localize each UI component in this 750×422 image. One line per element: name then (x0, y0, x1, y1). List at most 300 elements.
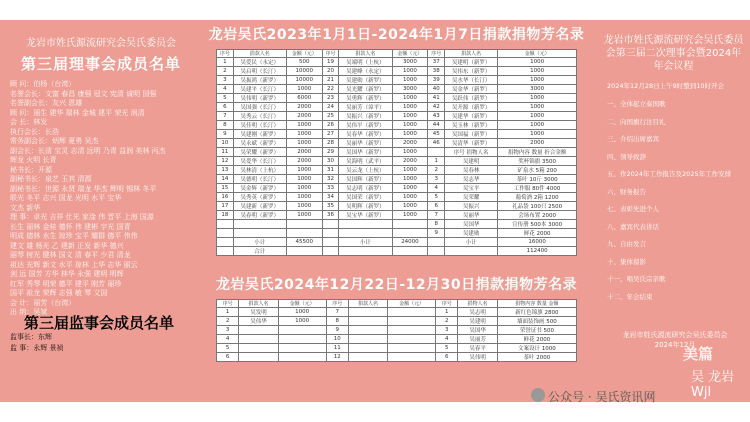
table-cell (322, 220, 339, 229)
table-cell (286, 220, 322, 229)
table-cell: 吴启明（长汀） (233, 67, 286, 76)
agenda-item: 六、财务报告 (607, 187, 646, 196)
table-cell: 24 (322, 103, 339, 112)
table-cell (388, 335, 436, 344)
table-cell: 吴建新（新罗） (233, 202, 286, 211)
table-cell: 序号 捐物人名 (445, 148, 498, 157)
table-cell: 21 (322, 76, 339, 85)
table-cell: 1000 (498, 67, 577, 76)
table-cell: 3 (436, 326, 458, 335)
table-cell: 11 (326, 344, 348, 353)
table-cell: 吴春林 (445, 166, 498, 175)
table-cell (388, 344, 436, 353)
roster-line: 红军 秀琴 明荣 德平 建平 刚芳 丽珍 (10, 279, 122, 288)
table-cell: 吴建刚（新罗） (233, 130, 286, 139)
agenda-item: 一、全体起立奏国歌 (607, 100, 666, 108)
table-cell: 吴荣耀 (445, 193, 498, 202)
table-cell: 吴永斌（新罗） (233, 139, 286, 148)
header-cell: 金额（元） (392, 50, 428, 58)
table-cell (428, 148, 445, 157)
table-cell: 吴开源（新罗） (445, 103, 498, 112)
table-cell: 1000 (392, 112, 428, 121)
table-cell (217, 220, 234, 229)
table-cell: 1000 (392, 193, 428, 202)
table-cell: 31 (322, 166, 339, 175)
table-cell: 2000 (392, 157, 428, 166)
header-cell: 金额（元） (278, 300, 326, 308)
table-cell: 吴建勋 (445, 229, 498, 238)
table-cell: 5 (217, 344, 239, 353)
table-row (217, 166, 577, 175)
table-cell: 18 (217, 211, 234, 220)
table-cell: 1000 (392, 103, 428, 112)
table-cell: 43 (428, 112, 445, 121)
table-row (217, 335, 577, 344)
table-cell: 5 (436, 344, 458, 353)
roster-line: 执行会长：长浩 (10, 127, 59, 136)
table-cell: 2000 (286, 112, 322, 121)
header-cell: 序号 (326, 300, 348, 308)
table-cell: 26 (322, 121, 339, 130)
table-cell: 29 (322, 148, 339, 157)
table-cell: 10000 (286, 76, 322, 85)
table-cell: 1000 (286, 175, 322, 184)
roster-line: 国平 祖龙 荣辉 志强 敏 琴 文国 (10, 289, 108, 297)
table-cell: 17 (217, 202, 234, 211)
donation-title-2024: 龙岩吴氏2024年12月22日-12月30日捐款捐物芳名录 (215, 277, 578, 293)
agenda-item: 三、介绍出席嘉宾 (607, 135, 659, 143)
table-cell: 1 (217, 308, 239, 317)
roster-line: 祖达 光辉 新文 水平 琼林 上华 志华 丽云 (10, 260, 138, 269)
table-cell: 1000 (278, 308, 326, 317)
table-cell: 9 (217, 130, 234, 139)
table-row (217, 94, 577, 103)
agenda-item: 十、集体留影 (607, 257, 646, 266)
donation-panel (198, 20, 595, 402)
table-cell: 小计 (445, 238, 498, 247)
table-cell: 吴建平（长汀） (233, 85, 286, 94)
roster-line: 常务副会长：炳辉 夏勇 吴杰 (10, 137, 99, 145)
agenda-title: 龙岩市姓氏源流研究会吴氏委员会第三届二次理事会暨2024年年会议程 (603, 35, 744, 72)
table-cell: 3 (217, 326, 239, 335)
roster-line: 文杰 新华 (10, 203, 41, 212)
roster-line: 顾 问：丽生 建华 瑞林 金城 建平 荣光 润清 (10, 108, 145, 117)
table-cell: 吴金华（新罗） (445, 85, 498, 94)
table-cell: 12 (217, 157, 234, 166)
table-cell (322, 229, 339, 238)
roster-line: 名誉会长：文富 春昌 康强 冠文 宪清 诚明 国强 (10, 89, 157, 98)
table-cell: 会场布置 2000 (498, 211, 577, 220)
roster-line: 副会长：长清 宝灵 志清 远明 乃青 益润 美林 丙杰 (10, 146, 166, 155)
roster-line: 顾 问：伯杨（台湾） (10, 80, 76, 88)
table-cell: 2000 (498, 139, 577, 148)
agenda-item: 十一、唱吴氏宗亲歌 (607, 275, 666, 283)
table-row (217, 139, 577, 148)
table-cell: 吴振兴（新罗） (339, 112, 392, 121)
table-cell (339, 247, 392, 256)
table-cell: 10 (217, 139, 234, 148)
header-cell: 序号 (217, 300, 239, 308)
table-cell: 吴云龙（上杭） (339, 166, 392, 175)
table-cell (388, 317, 436, 326)
table-cell: 12 (326, 353, 348, 362)
table-cell: 2 (217, 67, 234, 76)
table-cell (428, 247, 445, 256)
table-cell: 1000 (392, 175, 428, 184)
agenda-item: 四、领导致辞 (607, 152, 646, 161)
table-cell: 吴国荣（新罗） (339, 193, 392, 202)
table-row (217, 157, 577, 166)
table-cell: 3 (217, 76, 234, 85)
table-cell (348, 344, 387, 353)
table-cell: 1000 (392, 202, 428, 211)
table-cell: 吴水华（长汀） (445, 76, 498, 85)
table-cell: 小计 (339, 238, 392, 247)
table-cell: 8 (217, 121, 234, 130)
wechat-icon (531, 388, 545, 402)
agenda-item: 八、嘉宾代表讲话 (607, 222, 659, 231)
table-cell: 45500 (286, 238, 322, 247)
table-cell: 鲜花 2000 (497, 335, 576, 344)
table-cell: 42 (428, 103, 445, 112)
table-cell: 4 (217, 85, 234, 94)
org-name: 龙岩市姓氏源流研究会吴氏委员会 (26, 38, 176, 49)
table-cell (239, 335, 278, 344)
table-cell: 墙面装饰画 500 (497, 317, 576, 326)
table-cell (392, 247, 428, 256)
table-cell (388, 308, 436, 317)
table-cell: 4 (217, 335, 239, 344)
table-cell: 27 (322, 130, 339, 139)
table-cell (322, 238, 339, 247)
agenda-item: 二、向国旗行注目礼 (607, 117, 666, 126)
table-cell: 吴丽华（新罗） (339, 139, 392, 148)
table-cell: 5 (217, 94, 234, 103)
table-cell: 吴海明（武平） (339, 157, 392, 166)
table-cell (286, 229, 322, 238)
table-cell: 9 (428, 229, 445, 238)
roster-line: 长生 丽林 金桂 德怀 伟 建彬 宇光 国青 (10, 222, 131, 231)
header-cell: 序号 (322, 50, 339, 58)
donation-table-2023 (216, 49, 577, 256)
table-cell: 1000 (286, 184, 322, 193)
table-cell: 15 (217, 184, 234, 193)
table-cell: 吴国华 (445, 220, 498, 229)
table-cell: 工作服 80件 4000 (498, 184, 577, 193)
table-cell: 24000 (392, 238, 428, 247)
agenda-time: 2024年12月28日上午9时整到10时开会 (607, 82, 724, 90)
table-cell: 38 (428, 67, 445, 76)
table-row (217, 308, 577, 317)
table-cell: 吴丽芳 (458, 335, 497, 344)
supervisor-line: 监事长：东辉 (10, 333, 52, 341)
table-row (217, 353, 577, 362)
table-cell: 2 (217, 317, 239, 326)
table-cell: 28 (322, 139, 339, 148)
table-cell (388, 353, 436, 362)
roster-line: 会 长：林发 (10, 118, 48, 126)
table-cell: 吴爱华（长汀） (233, 157, 286, 166)
table-cell: 1000 (392, 184, 428, 193)
roster-line: 理 事：卓光 吉祥 仕光 家淦 伟 晋平 上海 国源 (10, 213, 154, 221)
table-cell: 6 (217, 103, 234, 112)
table-cell (278, 353, 326, 362)
roster-line: 副秘书长：世源 永贤 瑞龙 华杰 辉明 锡林 冬平 (10, 184, 157, 193)
table-row (217, 121, 577, 130)
table-cell: 吴建峰（永定） (339, 67, 392, 76)
table-cell: 吴玉林（新罗） (445, 121, 498, 130)
roster-line: 出 纳：吴斌 (10, 308, 48, 316)
table-cell: 7 (326, 308, 348, 317)
meipian-watermark: 美篇 (683, 345, 714, 363)
table-cell: 吴勇辉（新罗） (339, 94, 392, 103)
table-cell: 鲜花 2000 (498, 229, 577, 238)
table-cell: 41 (428, 94, 445, 103)
table-cell (339, 229, 392, 238)
table-cell: 1000 (498, 121, 577, 130)
table-cell: 1000 (286, 121, 322, 130)
roster-line: 明成 德林 水生 琼珍 宝平 耀群 德平 伟伟 (10, 232, 138, 240)
table-cell: 荣誉证书 500 (497, 326, 576, 335)
table-cell (239, 344, 278, 353)
table-row (217, 326, 577, 335)
table-cell: 1000 (286, 193, 322, 202)
table-cell (348, 317, 387, 326)
table-cell (348, 326, 387, 335)
table-cell: 4 (428, 184, 445, 193)
table-cell: 1000 (392, 121, 428, 130)
table-cell (428, 238, 445, 247)
table-cell: 3 (428, 175, 445, 184)
table-cell: 合计 (233, 247, 286, 256)
table-cell: 25 (322, 112, 339, 121)
agenda-item: 十二、年会结束 (607, 292, 653, 301)
table-cell: 吴佳明（长汀） (233, 121, 286, 130)
header-cell: 捐款人名 (239, 300, 278, 308)
header-cell: 序号 (436, 300, 458, 308)
roster-line: 会 计：丽芳（台湾） (10, 298, 76, 307)
table-cell: 40 (428, 85, 445, 94)
table-cell (348, 308, 387, 317)
roster-line: 联光 冬平 志兴 国龙 光明 水平 宝华 (10, 194, 122, 202)
table-cell: 500 (286, 58, 322, 67)
table-cell: 1000 (286, 202, 322, 211)
table-cell: 矿泉水 5箱 200 (498, 166, 577, 175)
table-cell: 16000 (498, 238, 577, 247)
table-cell: 吴伟明 (458, 353, 497, 362)
table-cell: 2000 (286, 148, 322, 157)
table-cell: 吴国华（新罗） (339, 148, 392, 157)
table-cell: 112400 (498, 247, 577, 256)
table-cell: 吴春平 (458, 344, 497, 353)
table-row (217, 112, 577, 121)
table-cell: 1000 (392, 76, 428, 85)
table-cell: 吴伟华 (239, 317, 278, 326)
table-cell: 吴伟东（新罗） (445, 67, 498, 76)
table-cell: 吴振鸿（新罗） (233, 76, 286, 85)
donation-title-2023: 龙岩吴氏2023年1月1日-2024年1月7日捐款捐物芳名录 (208, 27, 585, 43)
roster-line: 建文 雄 杨光 乙 建新 正发 新华 德兴 (10, 241, 124, 250)
table-cell: 奖杯锦旗 3500 (498, 157, 577, 166)
table-cell: 吴建明（新罗） (445, 58, 498, 67)
table-header (217, 300, 577, 308)
supervisor-line: 监 事：永辉 景祯 (10, 344, 64, 352)
header-cell: 金额（元） (388, 300, 436, 308)
table-cell: 13 (217, 166, 234, 175)
table-cell: 吴国福（新罗） (445, 130, 498, 139)
roster-line: 剑 远 国芳 方华 林华 永强 建明 明辉 (10, 270, 124, 278)
table-cell (233, 229, 286, 238)
table-cell: 1000 (392, 67, 428, 76)
table-cell: 吴振兴 (445, 202, 498, 211)
table-cell: 茶叶 10斤 3000 (498, 175, 577, 184)
table-row (217, 85, 577, 94)
roster-line: 辉龙 火明 长青 (10, 156, 57, 164)
header-cell: 捐物人名 (458, 300, 497, 308)
table-cell: 33 (322, 184, 339, 193)
table-cell: 2 (436, 317, 458, 326)
table-cell: 8 (326, 317, 348, 326)
table-cell: 吴建华（新罗） (445, 112, 498, 121)
table-cell: 吴春明（新罗） (233, 211, 286, 220)
table-cell: 吴春华（新罗） (339, 130, 392, 139)
table-cell: 11 (217, 148, 234, 157)
signature-block (600, 330, 750, 350)
table-cell: 14 (217, 175, 234, 184)
header-cell: 序号 (428, 50, 445, 58)
roster-line: 丽琴 树光 健林 国文 清 春平 少君 清龙 (10, 251, 131, 259)
account-watermark: 公众号 · 吴氏资讯网 (548, 390, 656, 404)
table-row (217, 247, 577, 256)
table-cell: 礼品袋 100只 2500 (498, 202, 577, 211)
table-row (217, 148, 577, 157)
table-cell: 吴志明（新罗） (339, 184, 392, 193)
table-cell: 宣传册 500本 3000 (498, 220, 577, 229)
signature-date: 2024年12月 (654, 341, 696, 349)
table-cell (278, 326, 326, 335)
header-cell: 金额（元） (498, 50, 577, 58)
header-cell: 捐款人名 (339, 50, 392, 58)
table-cell: 46 (428, 139, 445, 148)
table-cell: 1 (217, 58, 234, 67)
table-cell: 6 (436, 353, 458, 362)
header-cell: 金额（元） (286, 50, 322, 58)
table-cell: 1000 (498, 94, 577, 103)
table-cell: 19 (322, 58, 339, 67)
table-cell: 9 (326, 326, 348, 335)
table-cell: 吴金辉（新罗） (233, 184, 286, 193)
table-cell: 4 (436, 335, 458, 344)
table-cell: 5 (428, 193, 445, 202)
table-cell: 10000 (286, 67, 322, 76)
agenda-item: 九、自由发言 (607, 240, 646, 248)
table-cell: 吴建明 (445, 157, 498, 166)
table-cell: 吴秀英（新罗） (233, 193, 286, 202)
header-cell: 捐款人名 (233, 50, 286, 58)
table-cell: 1000 (286, 166, 322, 175)
table-cell: 23 (322, 94, 339, 103)
table-cell: 小计 (233, 238, 286, 247)
table-cell: 吴宝华（新罗） (339, 211, 392, 220)
table-cell: 1000 (392, 94, 428, 103)
table-cell: 吴建明 (458, 317, 497, 326)
table-row (217, 175, 577, 184)
table-row (217, 344, 577, 353)
table-cell: 吴端明（上杭） (339, 58, 392, 67)
table-cell: 3000 (498, 85, 577, 94)
table-cell (217, 247, 234, 256)
table-cell: 吴伟明（新罗） (233, 94, 286, 103)
table-cell (392, 220, 428, 229)
table-cell: 捐物内容 数量 折合金额 (498, 148, 577, 157)
table-cell: 吴清华（新罗） (445, 139, 498, 148)
council-title: 第三届理事会成员名单 (20, 55, 181, 73)
table-cell: 1000 (286, 85, 322, 94)
table-cell: 吴德明（长汀） (233, 175, 286, 184)
supervisor-title: 第三届监事会成员名单 (23, 314, 174, 332)
roster-line: 副秘书长：泉艺 玉其 清源 (10, 175, 92, 183)
table-cell: 文案设计 1000 (497, 344, 576, 353)
roster-line: 秘书长：开源 (10, 165, 52, 174)
table-cell (239, 326, 278, 335)
header-cell: 序号 (217, 50, 234, 58)
table-cell: 吴秀云（长汀） (233, 112, 286, 121)
table-cell: 1000 (286, 139, 322, 148)
table-cell: 吴林清（上杭） (233, 166, 286, 175)
table-cell: 1000 (498, 58, 577, 67)
table-row (217, 317, 577, 326)
table-cell (339, 220, 392, 229)
table-cell: 7 (428, 211, 445, 220)
table-cell: 1000 (498, 112, 577, 121)
table-cell: 吴宝平 (445, 184, 498, 193)
table-cell: 36 (322, 211, 339, 220)
table-cell: 30 (322, 157, 339, 166)
table-cell: 6000 (286, 94, 322, 103)
donation-table-2024 (216, 299, 577, 362)
table-row (217, 103, 577, 112)
table-cell: 吴荣耀（新罗） (233, 148, 286, 157)
table-cell: 吴光耀（新罗） (339, 85, 392, 94)
table-cell (388, 326, 436, 335)
table-cell: 3000 (392, 85, 428, 94)
table-cell (286, 247, 322, 256)
table-cell: 吴丽芳（漳平） (339, 103, 392, 112)
header-cell: 捐款人名 (348, 300, 387, 308)
table-row (217, 229, 577, 238)
table-cell: 2000 (286, 103, 322, 112)
table-row (217, 193, 577, 202)
table-cell: 37 (428, 58, 445, 67)
table-cell (392, 229, 428, 238)
table-cell: 吴志华 (445, 175, 498, 184)
table-cell: 10 (326, 335, 348, 344)
table-row (217, 202, 577, 211)
header-cell: 捐款人名 (445, 50, 498, 58)
table-cell: 22 (322, 85, 339, 94)
table-row (217, 211, 577, 220)
table-cell: 1000 (278, 317, 326, 326)
table-cell: 1000 (392, 148, 428, 157)
table-cell (233, 220, 286, 229)
table-cell: 吴国华 (458, 326, 497, 335)
table-cell: 茶叶 2000 (497, 353, 576, 362)
table-cell: 44 (428, 121, 445, 130)
agenda-item: 七、表彰先进个人 (607, 205, 659, 213)
table-cell (217, 229, 234, 238)
table-cell: 吴国辉（新罗） (339, 175, 392, 184)
table-cell: 吴跃伟（新罗） (445, 94, 498, 103)
